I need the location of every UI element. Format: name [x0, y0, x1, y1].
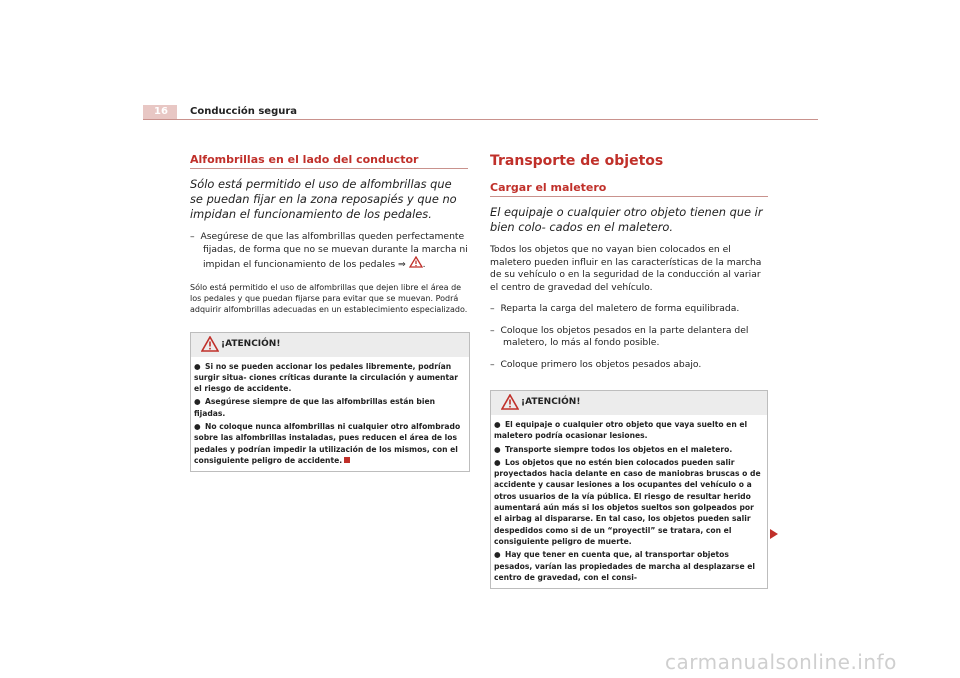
warning-triangle-icon	[501, 394, 519, 410]
dash-marker: –	[490, 324, 501, 336]
warning-item	[194, 396, 466, 419]
warning-item	[194, 361, 466, 395]
warning-item-text: Hay que tener en cuenta que, al transportar objetos pesados, varían las propiedades de marcha al desplazarse el centro de gravedad, con el consi-	[494, 550, 755, 582]
instruction-text: Asegúrese de que las alfombrillas queden perfectamente fijadas, de forma que no se muevan durante la marcha ni impidan el funcionamiento de los pedales ⇒	[200, 231, 468, 270]
instruction-item: – Asegúrese de que las alfombrillas queden perfectamente fijadas, de forma que no se muevan durante la marcha ni impidan el funcionamiento de los pedales ⇒ .	[190, 231, 468, 270]
continue-arrow-icon	[769, 528, 779, 540]
right-column	[490, 153, 768, 589]
warning-title: ¡ATENCIÓN!	[221, 338, 281, 349]
bullet-icon: ●	[494, 420, 501, 429]
warning-item	[494, 444, 764, 455]
bullet-icon: ●	[194, 361, 201, 371]
instruction-item	[490, 325, 768, 350]
warning-header	[191, 333, 469, 357]
warning-triangle-icon	[409, 256, 423, 268]
note-text: Sólo está permitido el uso de alfombrillas que dejen libre el área de los pedales y que puedan fijarse para evitar que se muevan. Podrá adquirir alfombrillas adecuadas en un establecimiento especializado.	[190, 282, 468, 314]
warning-item-text: No coloque nunca alfombrillas ni cualquier otro alfombrado sobre las alfombrillas instaladas, pues reducen el área de los pedales y podrían impedir la utilización de los mismos, con el consiguiente peligro de accidente.	[194, 421, 461, 465]
instruction-text: Reparta la carga del maletero de forma equilibrada.	[500, 303, 740, 314]
instruction-text: Coloque primero los objetos pesados abajo.	[500, 358, 702, 370]
lead-text-floor-mats: Sólo está permitido el uso de alfombrillas que se puedan fijar en la zona reposapiés y que no impidan el funcionamiento de los pedales.	[190, 177, 457, 221]
page-number: 16	[154, 106, 168, 117]
lead-text-trunk: El equipaje o cualquier otro objeto tienen que ir bien colo- cados en el maletero.	[490, 205, 763, 234]
warning-item	[494, 457, 764, 547]
running-title: Conducción segura	[190, 106, 298, 117]
bullet-icon: ●	[494, 457, 501, 467]
left-column	[190, 153, 468, 472]
warning-body	[191, 357, 469, 472]
instruction-text: Coloque los objetos pesados en la parte delantera del maletero, lo más al fondo posible.	[500, 324, 749, 348]
warning-triangle-icon	[201, 336, 219, 352]
warning-box-trunk	[490, 390, 768, 589]
warning-item-text: Asegúrese siempre de que las alfombrillas están bien fijadas.	[194, 397, 436, 418]
warning-item	[194, 421, 466, 466]
warning-header	[491, 391, 767, 415]
instruction-item	[490, 359, 768, 372]
section-heading-floor-mats: Alfombrillas en el lado del conductor	[190, 153, 468, 169]
warning-body	[491, 415, 767, 588]
warning-title: ¡ATENCIÓN!	[521, 397, 581, 407]
dash-marker: –	[190, 231, 201, 242]
body-text-trunk: Todos los objetos que no vayan bien colocados en el maletero pueden influir en las características de la marcha de su vehículo o en la seguridad de la conducción al variar el centro de gravedad del vehículo.	[490, 244, 762, 293]
warning-item	[494, 549, 764, 583]
warning-item-text: Los objetos que no estén bien colocados pueden salir proyectados hacia delante en caso de maniobras bruscas o de accidente y causar lesiones a los ocupantes del vehículo o a otros usuarios de la vía pública. El riesgo de resultar herido aumentará aún más si los objetos sueltos son golpeados por el airbag al dispararse. En tal caso, los objetos pueden salir despedidos como si de un “proyectil” se tratara, con el consiguiente peligro de muerte.	[494, 457, 761, 546]
bullet-icon: ●	[194, 421, 201, 431]
section-end-icon	[344, 457, 350, 463]
bullet-icon: ●	[494, 444, 501, 454]
dash-marker: –	[490, 303, 501, 314]
subsection-heading-trunk: Cargar el maletero	[490, 181, 768, 197]
warning-box-floor-mats	[190, 332, 470, 473]
dash-marker: –	[490, 358, 501, 370]
bullet-icon: ●	[194, 397, 201, 407]
warning-item	[494, 419, 764, 442]
instruction-item	[490, 303, 768, 316]
warning-item-text: El equipaje o cualquier otro objeto que vaya suelto en el maletero podría ocasionar lesiones.	[494, 420, 748, 441]
watermark: carmanualsonline.info	[665, 650, 897, 674]
warning-item-text: Transporte siempre todos los objetos en el maletero.	[505, 444, 733, 454]
warning-item-text: Si no se pueden accionar los pedales libremente, podrían surgir situa- ciones críticas durante la circulación y aumentar el riesgo de accidente.	[194, 361, 458, 394]
bullet-icon: ●	[494, 550, 501, 560]
header-rule	[143, 119, 818, 120]
section-heading-transport: Transporte de objetos	[490, 153, 664, 169]
